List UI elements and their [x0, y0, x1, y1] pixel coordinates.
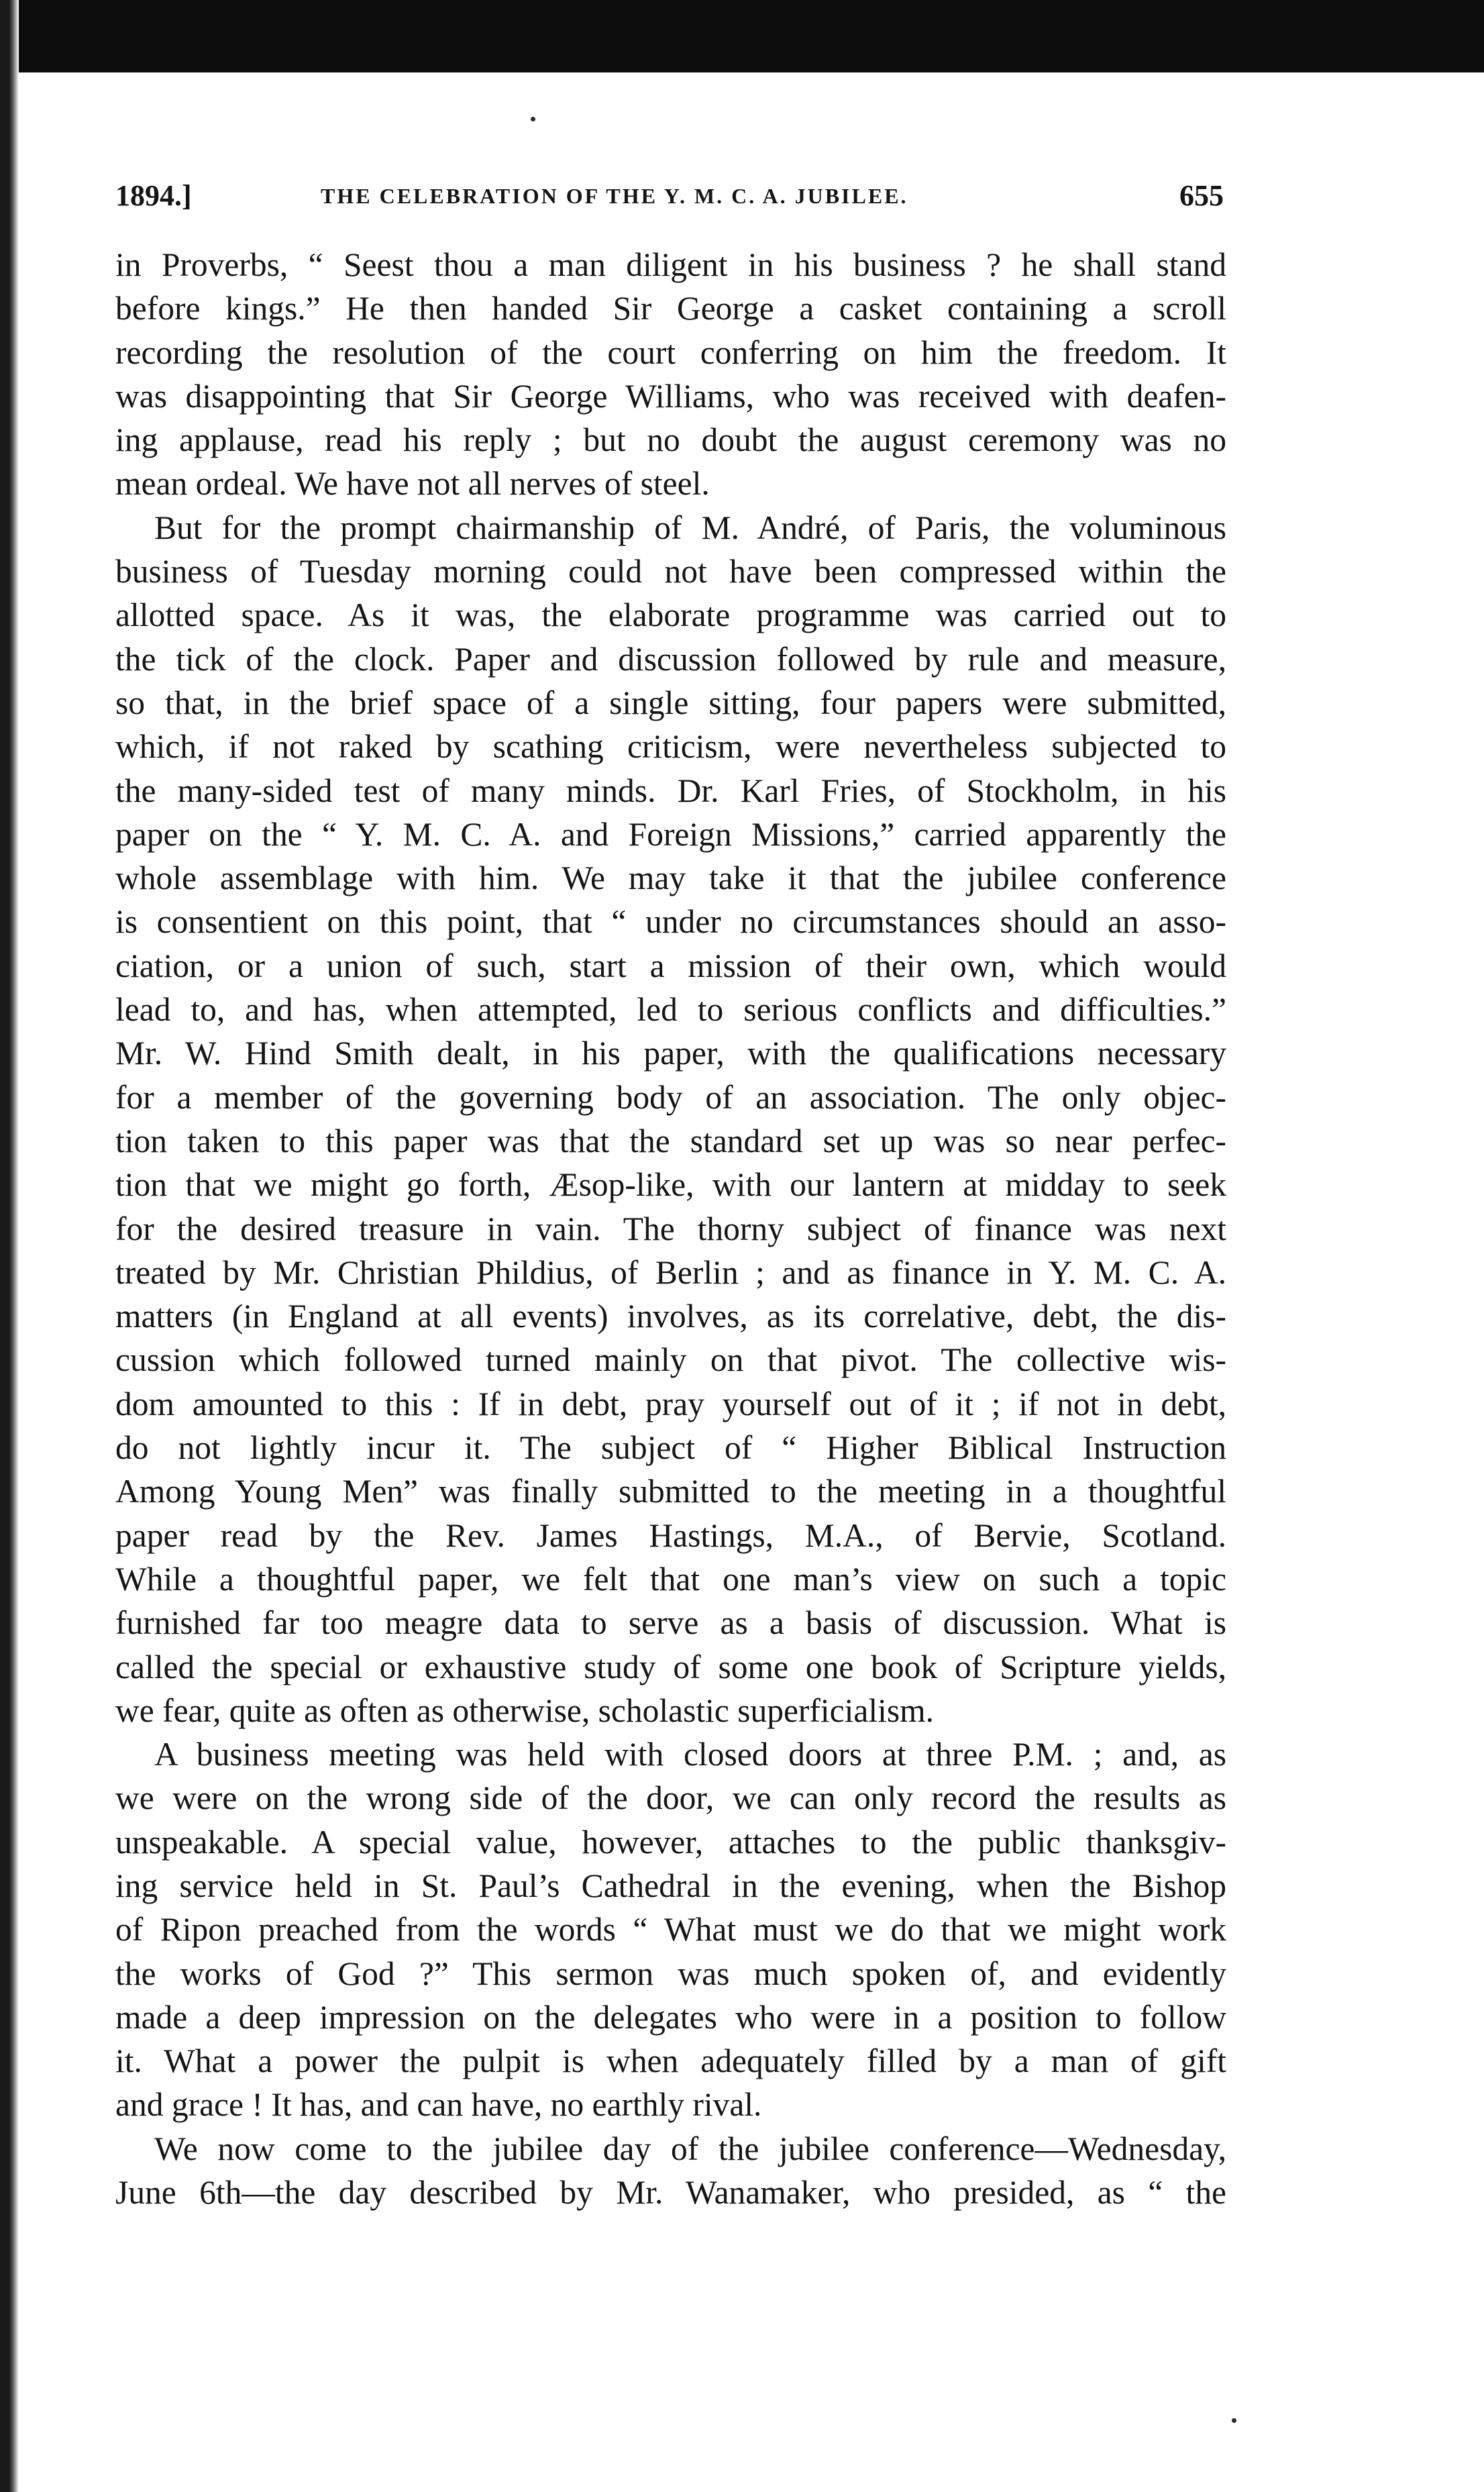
- text-line: dom amounted to this : If in debt, pray yourself out of it ; if not in debt,: [115, 1385, 1226, 1422]
- text-line: tion taken to this paper was that the standard set up was so near perfec-: [115, 1122, 1226, 1159]
- scan-border-top: [0, 0, 1484, 72]
- text-line: lead to, and has, when attempted, led to serious conflicts and difficulties.”: [115, 991, 1226, 1029]
- header-year: 1894.]: [115, 179, 192, 212]
- text-line: tion that we might go forth, Æsop-like, with our lantern at midday to seek: [115, 1166, 1226, 1204]
- text-line: the many-sided test of many minds. Dr. Karl Fries, of Stockholm, in his: [115, 772, 1226, 809]
- text-line: But for the prompt chairmanship of M. André, of Paris, the voluminous: [154, 509, 1226, 546]
- text-line: Among Young Men” was finally submitted to the meeting in a thoughtful: [115, 1473, 1226, 1510]
- text-line: furnished far too meagre data to serve as a basis of discussion. What is: [115, 1604, 1226, 1642]
- text-line: we fear, quite as often as otherwise, scholastic superficialism.: [115, 1692, 934, 1729]
- text-line: which, if not raked by scathing criticism, were nevertheless subjected to: [115, 728, 1226, 766]
- text-line: allotted space. As it was, the elaborate programme was carried out to: [115, 596, 1226, 634]
- text-line: is consentient on this point, that “ under no circumstances should an asso-: [115, 903, 1226, 941]
- text-line: it. What a power the pulpit is when adequately filled by a man of gift: [115, 2042, 1226, 2080]
- text-line: in Proverbs, “ Seest thou a man diligent in his business ? he shall stand: [115, 246, 1226, 283]
- text-line: made a deep impression on the delegates who were in a position to follow: [115, 1998, 1226, 2036]
- text-line: A business meeting was held with closed doors at three P.M. ; and, as: [154, 1736, 1226, 1773]
- text-line: and grace ! It has, and can have, no earthly rival.: [115, 2086, 762, 2124]
- scan-speck: [1232, 2418, 1236, 2423]
- text-line: June 6th—the day described by Mr. Wanamaker, who presided, as “ the: [115, 2174, 1226, 2212]
- scan-speck: [531, 117, 535, 121]
- header-title: THE CELEBRATION OF THE Y. M. C. A. JUBILEE.: [321, 184, 908, 208]
- body-text: [115, 243, 1226, 2214]
- text-line: called the special or exhaustive study of some one book of Scripture yields,: [115, 1648, 1226, 1685]
- scan-border-left: [0, 0, 19, 2492]
- text-line: whole assemblage with him. We may take it that the jubilee conference: [115, 860, 1226, 897]
- page-number: 655: [1179, 179, 1224, 212]
- text-line: do not lightly incur it. The subject of “ Higher Biblical Instruction: [115, 1429, 1226, 1467]
- text-line: before kings.” He then handed Sir George a casket containing a scroll: [115, 290, 1226, 327]
- running-head: [115, 176, 1224, 216]
- text-line: of Ripon preached from the words “ What must we do that we might work: [115, 1911, 1226, 1949]
- text-line: for a member of the governing body of an association. The only objec-: [115, 1078, 1226, 1116]
- text-line: so that, in the brief space of a single sitting, four papers were submitted,: [115, 684, 1226, 721]
- text-line: paper read by the Rev. James Hastings, M.A., of Bervie, Scotland.: [115, 1516, 1226, 1554]
- text-line: ing service held in St. Paul’s Cathedral in the evening, when the Bishop: [115, 1867, 1226, 1904]
- text-line: ciation, or a union of such, start a mission of their own, which would: [115, 947, 1226, 984]
- text-line: ing applause, read his reply ; but no doubt the august ceremony was no: [115, 421, 1226, 459]
- text-line: we were on the wrong side of the door, we can only record the results as: [115, 1779, 1226, 1817]
- text-line: We now come to the jubilee day of the jubilee conference—Wednesday,: [154, 2130, 1226, 2167]
- text-line: recording the resolution of the court conferring on him the freedom. It: [115, 333, 1226, 371]
- text-line: the works of God ?” This sermon was much spoken of, and evidently: [115, 1955, 1226, 1992]
- text-line: business of Tuesday morning could not have been compressed within the: [115, 553, 1226, 590]
- text-line: the tick of the clock. Paper and discussion followed by rule and measure,: [115, 640, 1226, 678]
- text-line: for the desired treasure in vain. The thorny subject of finance was next: [115, 1210, 1226, 1247]
- text-line: was disappointing that Sir George Williams, who was received with deafen-: [115, 377, 1226, 415]
- text-line: treated by Mr. Christian Phildius, of Berlin ; and as finance in Y. M. C. A.: [115, 1253, 1226, 1291]
- text-line: Mr. W. Hind Smith dealt, in his paper, with the qualifications necessary: [115, 1035, 1226, 1072]
- text-line: paper on the “ Y. M. C. A. and Foreign Missions,” carried apparently the: [115, 815, 1226, 853]
- text-line: mean ordeal. We have not all nerves of steel.: [115, 465, 710, 503]
- text-line: cussion which followed turned mainly on that pivot. The collective wis-: [115, 1341, 1226, 1379]
- text-line: While a thoughtful paper, we felt that one man’s view on such a topic: [115, 1560, 1226, 1598]
- text-line: unspeakable. A special value, however, attaches to the public thanksgiv-: [115, 1823, 1226, 1861]
- text-line: matters (in England at all events) involves, as its correlative, debt, the dis-: [115, 1298, 1226, 1335]
